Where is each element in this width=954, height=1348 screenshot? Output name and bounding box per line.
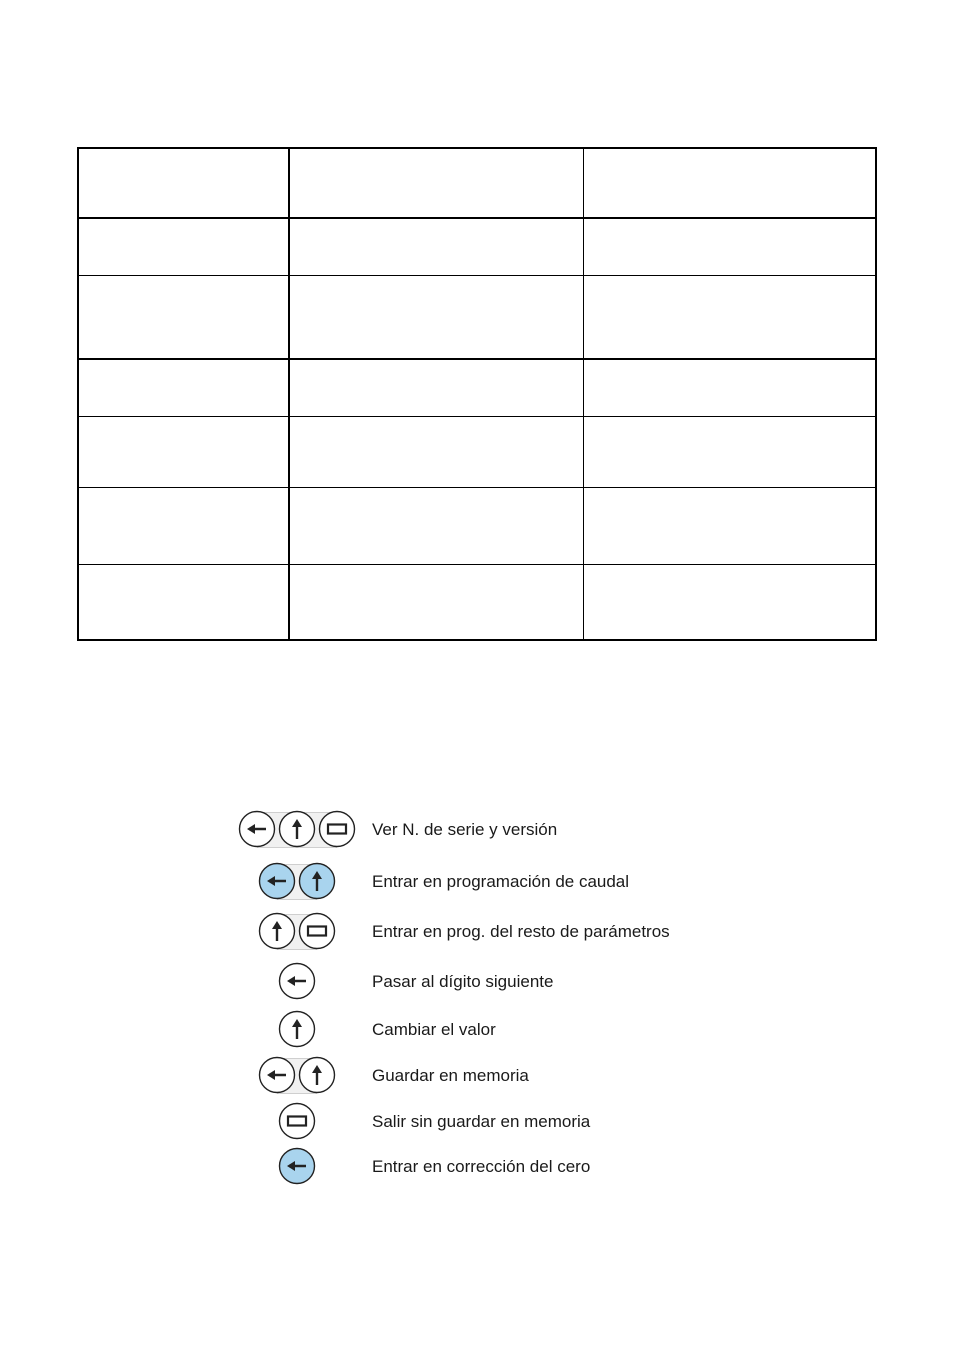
rect-icon: [278, 1102, 316, 1140]
left-arrow-key-icon: [278, 1147, 316, 1185]
legend-row: [0, 1099, 954, 1143]
table-row-divider: [77, 275, 877, 276]
left-arrow-key-icon: [238, 810, 276, 848]
table-row-divider: [77, 487, 877, 488]
table-col-divider: [288, 147, 290, 641]
up-arrow-icon: [278, 810, 316, 848]
up-arrow-icon: [298, 862, 336, 900]
left-arrow-icon: [238, 810, 276, 848]
table-border-left: [77, 147, 79, 641]
legend-label: Cambiar el valor: [372, 1020, 496, 1039]
table-col-divider: [583, 147, 584, 641]
up-arrow-icon: [278, 1010, 316, 1048]
up-arrow-key-icon: [258, 912, 296, 950]
left-arrow-key-icon: [258, 1056, 296, 1094]
up-arrow-key-icon: [278, 1010, 316, 1048]
rect-icon: [298, 912, 336, 950]
legend-label: Entrar en corrección del cero: [372, 1157, 591, 1176]
rect-key-icon: [318, 810, 356, 848]
table-row-divider: [77, 564, 877, 565]
legend-label: Pasar al dígito siguiente: [372, 972, 554, 991]
legend-label: Entrar en programación de caudal: [372, 872, 630, 891]
table-border-right: [875, 147, 877, 641]
legend-row: [0, 909, 954, 953]
left-arrow-icon: [278, 962, 316, 1000]
up-arrow-key-icon: [298, 1056, 336, 1094]
rect-key-icon: [278, 1102, 316, 1140]
left-arrow-icon: [258, 862, 296, 900]
up-arrow-icon: [298, 1056, 336, 1094]
left-arrow-icon: [258, 1056, 296, 1094]
table-border-top: [77, 147, 877, 149]
legend-row: [0, 859, 954, 903]
left-arrow-icon: [278, 1147, 316, 1185]
legend-label: Entrar en prog. del resto de parámetros: [372, 922, 670, 941]
table-row-divider: [77, 358, 877, 360]
empty-table: [77, 147, 877, 641]
legend-row: [0, 1144, 954, 1188]
rect-key-icon: [298, 912, 336, 950]
left-arrow-key-icon: [278, 962, 316, 1000]
legend-row: [0, 1007, 954, 1051]
legend-row: [0, 959, 954, 1003]
table-row-divider: [77, 217, 877, 219]
left-arrow-key-icon: [258, 862, 296, 900]
legend-row: [0, 1053, 954, 1097]
rect-icon: [318, 810, 356, 848]
table-border-bottom: [77, 639, 877, 641]
up-arrow-key-icon: [298, 862, 336, 900]
up-arrow-icon: [258, 912, 296, 950]
table-row-divider: [77, 416, 877, 417]
legend-label: Ver N. de serie y versión: [372, 820, 558, 839]
legend-row: [0, 807, 954, 851]
legend-label: Guardar en memoria: [372, 1066, 529, 1085]
legend-label: Salir sin guardar en memoria: [372, 1112, 591, 1131]
up-arrow-key-icon: [278, 810, 316, 848]
